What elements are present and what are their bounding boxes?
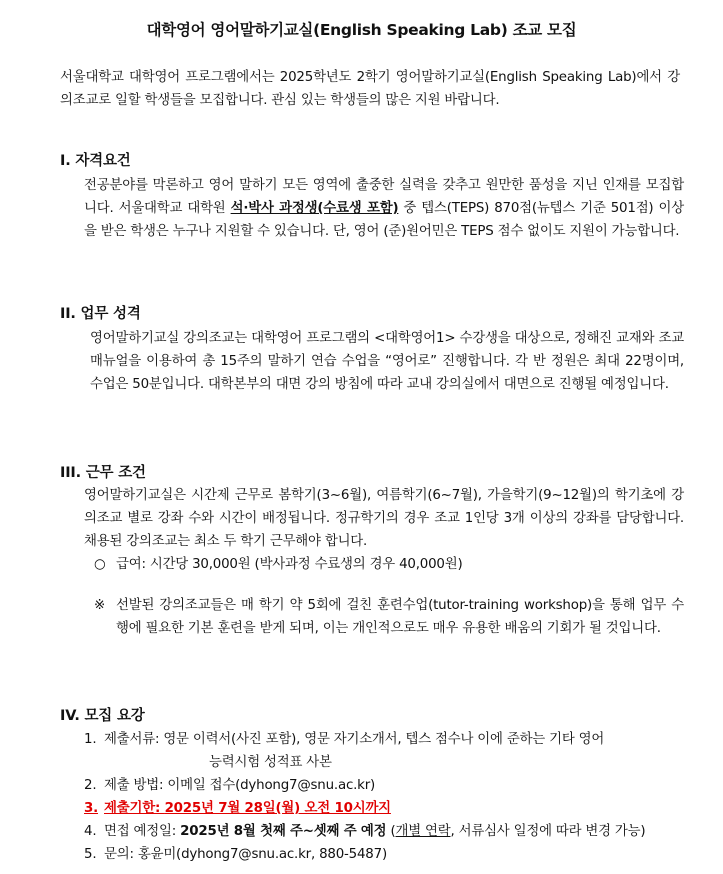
item-label: 제출서류: [104, 732, 164, 747]
interview-date: 2025년 8월 첫째 주~셋째 주 예정 [180, 824, 387, 839]
training-note-text: 선발된 강의조교들은 매 학기 약 5회에 걸친 훈련수업(tutor-training workshop)을 통해 업무 수행에 필요한 기본 훈련을 받게 되며, 이는 개인적으로도 매우 유용한 배움의 기회가 될 것입니다. [116, 598, 684, 636]
section-3-text: 영어말하기교실은 시간제 근무로 봄학기(3~6월), 여름학기(6~7월), 가을학기(9~12월)의 학기초에 강의조교 별로 강좌 수와 시간이 배정됩니다. 정규학기의 경우 조교 1인당 3개 이상의 강좌를 담당합니다. 채용된 강의조교는 최소 두 학기 근무해야 합니다. [84, 488, 684, 549]
item-text-continued: 능력시험 성적표 사본 [209, 755, 332, 770]
item-text: , 서류심사 일정에 따라 변경 가능) [450, 824, 646, 839]
section-1-text-c: 중 텝스(TEPS) 870점(뉴텝스 기준 501점) 이상을 받은 학생은 누구나 지원할 수 있습니다. 단, 영어 (준)원어민은 TEPS 점수 없이도 지원이 가능합니다. [84, 201, 684, 239]
section-1-heading: I. 자격요건 [60, 153, 131, 169]
intro-text: 서울대학교 대학영어 프로그램에서는 2025학년도 2학기 영어말하기교실(English Speaking Lab)에서 강의조교로 일할 학생들을 모집합니다. 관심 있는 학생들의 많은 지원 바랍니다. [60, 70, 680, 108]
list-item-deadline [84, 797, 684, 820]
item-number: 2. [84, 778, 97, 793]
circle-bullet-icon: ○ [94, 557, 106, 572]
list-item [84, 843, 684, 866]
section-1-body [84, 174, 684, 243]
list-item [84, 728, 684, 774]
section-2-body [90, 327, 684, 396]
intro-paragraph [60, 66, 680, 112]
section-3-body [84, 484, 684, 640]
section-1-text [84, 174, 684, 243]
item-text: 이메일 접수(dyhong7@snu.ac.kr) [167, 778, 376, 793]
section-4-body [84, 728, 684, 866]
item-number: 1. [84, 732, 97, 747]
page-title: 대학영어 영어말하기교실(English Speaking Lab) 조교 모집 [146, 21, 577, 39]
item-label: 면접 예정일: [104, 824, 181, 839]
item-number: 3. [84, 801, 99, 816]
item-label: 문의: [104, 847, 138, 862]
salary-bullet [84, 553, 684, 576]
section-1-text-a: 전공분야를 막론하고 영어 말하기 모든 영역에 출중한 실력을 갖추고 원만한 품성을 지닌 인재를 모집합니다. 서울대학교 대학원 [84, 178, 684, 216]
individual-contact: 개별 연락 [395, 824, 451, 839]
list-item [84, 774, 684, 797]
item-number: 4. [84, 824, 97, 839]
training-note [84, 594, 684, 640]
requirements-list [84, 728, 684, 866]
reference-mark-icon: ※ [94, 598, 106, 613]
section-1-degree-emphasis: 석·박사 과정생(수료생 포함) [230, 201, 399, 216]
section-2-text: 영어말하기교실 강의조교는 대학영어 프로그램의 <대학영어1> 수강생을 대상으로, 정해진 교재와 조교 매뉴얼을 이용하여 총 15주의 말하기 연습 수업을 “영어로” 진행합니다. 각 반 정원은 최대 22명이며, 수업은 50분입니다. 대학본부의 대면 강의 방침에 따라 교내 강의실에서 대면으로 진행될 예정입니다. [90, 331, 684, 392]
salary-text: 급여: 시간당 30,000원 (박사과정 수료생의 경우 40,000원) [116, 557, 463, 572]
item-label: 제출기한: [104, 801, 165, 816]
list-item: 4. 면접 예정일: 2025년 8월 첫째 주~셋째 주 예정 (개별 연락, 서류심사 일정에 따라 변경 가능) [84, 820, 684, 843]
item-label: 제출 방법: [104, 778, 168, 793]
item-text: 영문 이력서(사진 포함), 영문 자기소개서, 텝스 점수나 이에 준하는 기타 영어 [163, 732, 605, 747]
section-3-heading: III. 근무 조건 [60, 465, 146, 481]
item-number: 5. [84, 847, 97, 862]
section-4-heading: IV. 모집 요강 [60, 708, 145, 724]
item-text: 홍윤미(dyhong7@snu.ac.kr, 880-5487) [137, 847, 387, 862]
deadline-text: 2025년 7월 28일(월) 오전 10시까지 [164, 801, 391, 816]
section-2-heading: II. 업무 성격 [60, 306, 141, 322]
